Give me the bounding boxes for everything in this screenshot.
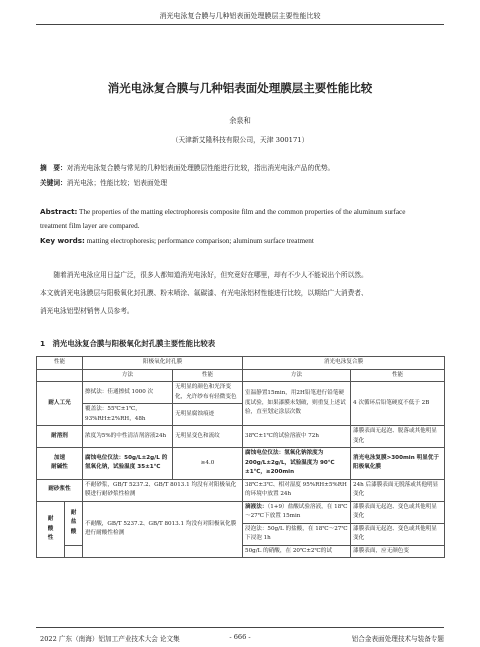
- running-header: 消光电泳复合膜与几种铝表面处理膜层主要性能比较: [159, 12, 321, 20]
- abstract-en-line-2: treatment film layer are compared.: [40, 222, 140, 230]
- header-cell: 方法: [83, 369, 173, 382]
- header-rule: [36, 24, 444, 25]
- table-cell: 24h 后漆膜表面无脱落或其他明显变化: [351, 479, 445, 501]
- keywords-cn: [40, 179, 444, 188]
- table-cell: 漆膜表面无起泡、变色或其他明显变化: [351, 523, 445, 545]
- table-row: [37, 479, 445, 501]
- intro-paragraph: [40, 266, 444, 320]
- table-row: [37, 501, 445, 523]
- paper-title: 消光电泳复合膜与几种铝表面处理膜层主要性能比较: [107, 81, 373, 95]
- abstract-en-line-1: [40, 207, 444, 217]
- table-cell: 消光电泳复膜>300min 明显优于阳极氧化膜: [351, 448, 445, 480]
- table-row: [37, 426, 445, 448]
- abstract-cn: [40, 164, 444, 173]
- table-cell: 不耐砂浆，GB/T 5237.2、GB/T 8013.1 均没有对阳极氧化膜进行耐砂浆性检测: [83, 479, 243, 501]
- footer-left: 2022 广东（南海）铝加工产业技术大会 论文集: [40, 635, 180, 643]
- keywords-cn-text: 消光电泳；性能比较；铝表面处理: [66, 179, 168, 187]
- affiliation: （天津新艾隆科技有限公司，天津 300171）: [171, 136, 309, 144]
- table-cell: 38℃±1℃的试验溶液中 72h: [243, 426, 351, 448]
- table-cell: 50g/L 的硝酸，在 20℃±2℃的试: [243, 545, 351, 558]
- intro-line: 随着消光电泳应用日益广泛，很多人都知道消光电泳好，但究竟好在哪里，却有不少人不能说出个所以然。: [40, 271, 368, 279]
- header-cell: 阳极氧化封孔膜: [83, 357, 243, 370]
- table-cell: 不耐酸，GB/T 5237.2、GB/T 8013.1 均没有对阳极氧化膜进行耐酸性检测: [83, 501, 243, 558]
- keywords-cn-label: 关键词：: [40, 179, 67, 187]
- row-label: 耐 酸 性: [37, 501, 65, 558]
- row-label: 耐溶剂: [37, 426, 83, 448]
- table-cell: 无明显变色和流纹: [173, 426, 243, 448]
- header-cell: 性能: [173, 369, 243, 382]
- header-cell: 性能: [351, 369, 445, 382]
- row-label: 耐砂浆性: [37, 479, 83, 501]
- table-cell: 4 次循环后铅笔硬度不低于 2B: [351, 382, 445, 426]
- table-cell: 腐蚀电位仪法：氢氧化钠浓度为200g/L±2g/L，试验温度为 90℃±1℃，≥200min: [243, 448, 351, 480]
- footer-right: 铝合金表面处理技术与装备专题: [351, 635, 444, 643]
- abstract-en-text-1: The properties of the matting electrophoresis composite film and the common properties of the aluminum surface: [77, 208, 406, 216]
- header-cell: 性能: [37, 357, 83, 370]
- comparison-table: [36, 356, 445, 558]
- table-cell: 覆盖法：55℃±1℃， 93%RH±2%RH，48h: [83, 404, 173, 426]
- author: 余泉和: [229, 116, 251, 125]
- footer-rule: [36, 627, 444, 628]
- table-row: [37, 448, 445, 480]
- table-row: [37, 382, 445, 404]
- keywords-en-text: matting electrophoresis; performance comparison; aluminum surface treatment: [84, 237, 314, 245]
- table-cell: 38℃±3℃、相对湿度 95%RH±5%RH 的环境中放置 24h: [243, 479, 351, 501]
- table-subheader-row: [37, 369, 445, 382]
- row-label: 耐人工光: [37, 382, 83, 426]
- intro-line: 本文就消光电泳膜层与阳极氧化封孔膜、粉末喷涂、氟碳漆、有光电泳铝材性能进行比较，以期给广大消费者、: [40, 289, 368, 297]
- header-cell: 方法: [243, 369, 351, 382]
- abstract-cn-label: 摘 要：: [40, 164, 67, 172]
- table-cell: 室温静置15min，用2H铅笔进行铅笔硬度试验，如果漆膜未划破，则重复上述试验，直至划定涂层次数: [243, 382, 351, 426]
- table-cell: 浓度为5%的中性清洁剂溶液24h: [83, 426, 173, 448]
- page-number: - 666 -: [229, 633, 251, 641]
- header-cell: 消光电泳复合膜: [243, 357, 445, 370]
- row-sublabel: 耐 盐 酸: [65, 501, 83, 545]
- abstract-en-label: Abstract:: [40, 207, 78, 216]
- keywords-en: [40, 236, 444, 246]
- table-header-row: [37, 357, 445, 370]
- row-label: 加速 耐碱性: [37, 448, 83, 480]
- table-cell: ≥4.0: [173, 448, 243, 480]
- table-cell: 无明显的颜色和光泽变化，允许纱布有轻微变色: [173, 382, 243, 404]
- intro-line: 消光电泳铝型材销售人员参考。: [40, 307, 134, 315]
- table-cell: 漆膜表面，应无颜色变: [351, 545, 445, 558]
- table-cell: 漆膜表面无起泡、脱落或其他明显变化: [351, 426, 445, 448]
- table-cell: 擦拭法：佳通擦拭 1000 次: [83, 382, 173, 404]
- table-cell: 无明显腐蚀痕迹: [173, 404, 243, 426]
- table-cell: 滴液法：（1+9）盐酸试验溶液，在 18℃～27℃下放置 15min: [243, 501, 351, 523]
- abstract-cn-text: 对消光电泳复合膜与常见的几种铝表面处理膜层性能进行比较，指出消光电泳产品的优势。: [66, 164, 335, 172]
- table-cell: 浸泡法：50g/L 的盐酸，在 18℃～27℃下浸泡 1h: [243, 523, 351, 545]
- table-cell: 漆膜表面无起泡、变色或其他明显变化: [351, 501, 445, 523]
- section-heading: 1 消光电泳复合膜与阳极氧化封孔膜主要性能比较表: [40, 339, 216, 348]
- table-cell: 腐蚀电位仪法：50g/L±2g/L 的氢氧化钠，试验温度 35±1℃: [83, 448, 173, 480]
- keywords-en-label: Key words:: [40, 236, 85, 245]
